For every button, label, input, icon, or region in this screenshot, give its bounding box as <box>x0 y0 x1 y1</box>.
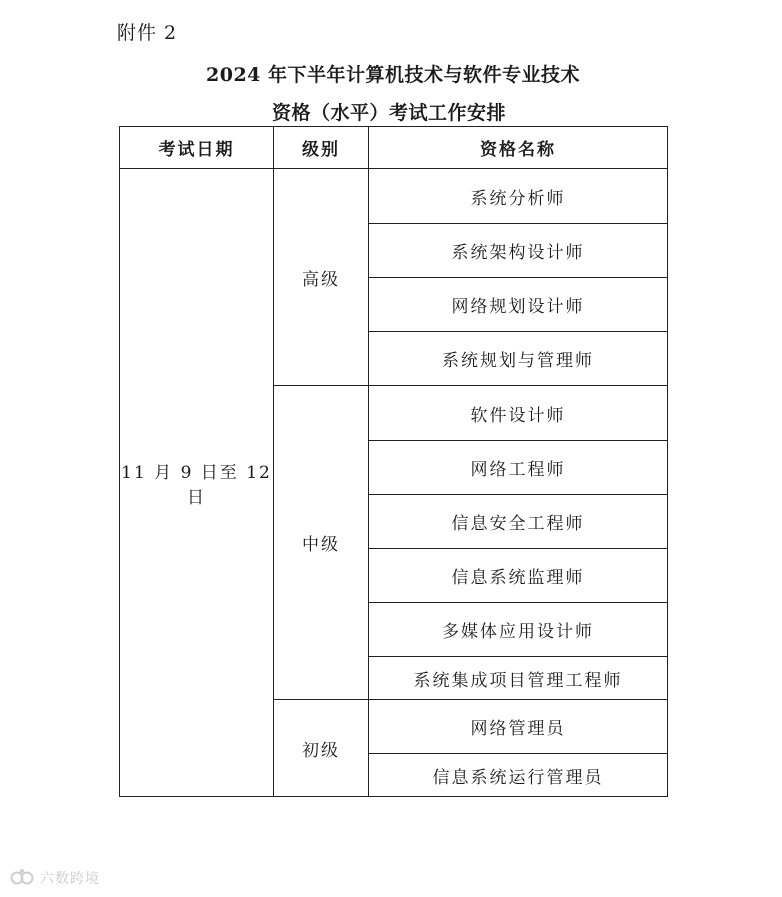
level-cell-advanced: 高级 <box>274 169 369 386</box>
document-title-line2: 资格（水平）考试工作安排 <box>271 102 506 124</box>
exam-date-cell: 11 月 9 日至 12 日 <box>120 169 274 797</box>
qualification-name: 多媒体应用设计师 <box>369 603 668 657</box>
level-cell-intermediate: 中级 <box>274 386 369 700</box>
table-row <box>120 169 668 224</box>
kol-logo-icon <box>10 868 34 888</box>
watermark-text: 六数跨境 <box>40 871 100 887</box>
qualification-name: 信息系统监理师 <box>369 549 668 603</box>
qualification-name: 信息系统运行管理员 <box>369 754 668 797</box>
header-qualification-name: 资格名称 <box>369 127 668 169</box>
header-exam-date: 考试日期 <box>120 127 274 169</box>
qualification-name: 网络管理员 <box>369 700 668 754</box>
qualification-name: 网络规划设计师 <box>369 278 668 332</box>
qualification-name: 信息安全工程师 <box>369 495 668 549</box>
header-level: 级别 <box>274 127 369 169</box>
watermark <box>10 868 100 888</box>
qualification-name: 系统规划与管理师 <box>369 332 668 386</box>
exam-schedule-table <box>119 126 668 797</box>
qualification-name: 软件设计师 <box>369 386 668 441</box>
qualification-name: 系统分析师 <box>369 169 668 224</box>
table-header-row <box>120 127 668 169</box>
level-cell-junior: 初级 <box>274 700 369 797</box>
qualification-name: 系统集成项目管理工程师 <box>369 657 668 700</box>
document-title-line1: 2024 年下半年计算机技术与软件专业技术 <box>206 64 580 86</box>
qualification-name: 系统架构设计师 <box>369 224 668 278</box>
attachment-label: 附件 2 <box>117 22 178 44</box>
qualification-name: 网络工程师 <box>369 441 668 495</box>
